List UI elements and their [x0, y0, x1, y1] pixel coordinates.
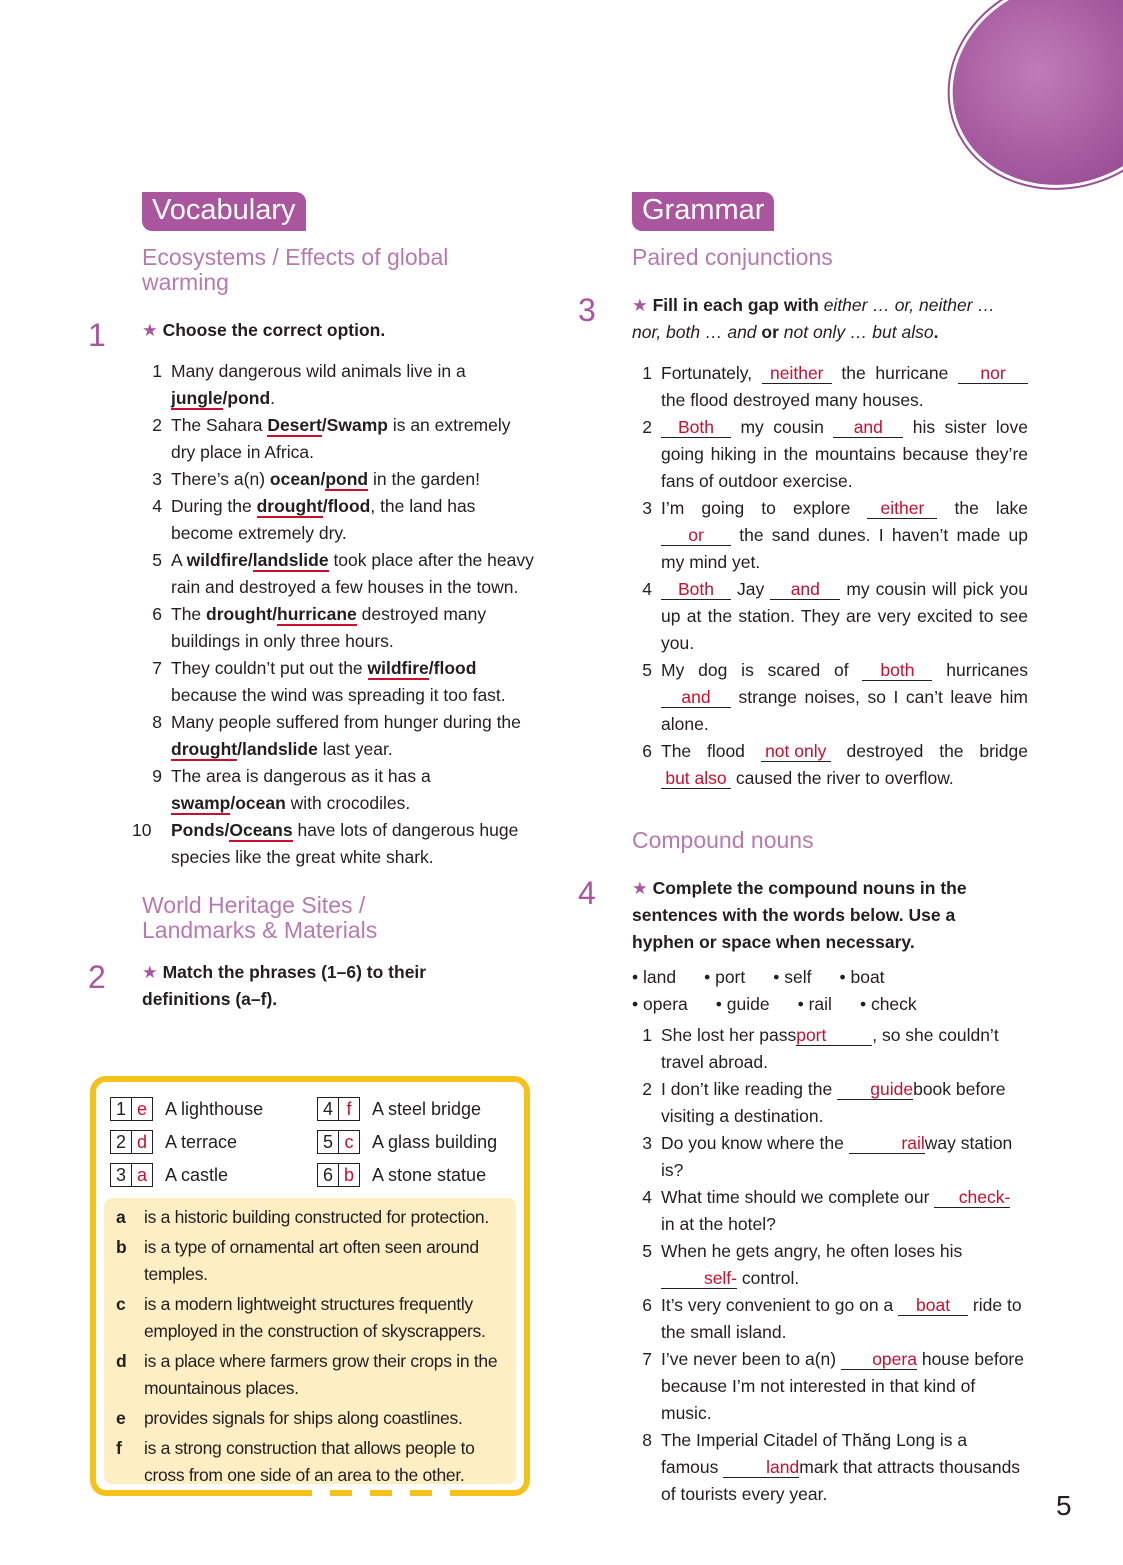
- item-text: ride to the small island.: [661, 1295, 1022, 1342]
- item-number: 5: [642, 1241, 652, 1261]
- item-text: , the land has become extremely dry.: [171, 496, 476, 543]
- list-item: [132, 817, 538, 871]
- pair-number: 5: [317, 1130, 339, 1154]
- word: boat: [850, 967, 885, 987]
- option-separator: /: [224, 820, 230, 840]
- pair-number: 1: [110, 1097, 132, 1121]
- item-text: The flood: [661, 741, 761, 761]
- list-item: [142, 547, 538, 601]
- pair-answer-box[interactable]: c: [338, 1130, 360, 1154]
- heritage-heading: World Heritage Sites / Landmarks & Materials: [142, 892, 378, 943]
- definition-item: [112, 1291, 508, 1345]
- item-text: the lake: [937, 498, 1028, 518]
- item-text: What time should we complete our: [661, 1187, 935, 1207]
- word: self: [784, 967, 812, 987]
- exercise-instruction: ★ Complete the compound nouns in the sentences with the words below. Use a hyphen or space when necessary.: [632, 878, 967, 952]
- item-number: 10: [132, 820, 152, 840]
- pair-answer-box[interactable]: f: [338, 1097, 360, 1121]
- exercise-1: [88, 317, 538, 871]
- item-text: hurricanes: [932, 660, 1028, 680]
- list-item: [142, 412, 538, 466]
- definition-letter: e: [116, 1408, 126, 1428]
- list-item: [632, 576, 1028, 657]
- list-item: [142, 358, 538, 412]
- compound-nouns-heading: Compound nouns: [632, 827, 814, 853]
- item-text: with crocodiles.: [285, 793, 411, 813]
- word-bank-item: • opera: [632, 994, 688, 1014]
- exercise-4-items: [632, 1022, 1028, 1508]
- exercise-instruction: ★ Choose the correct option.: [142, 320, 386, 340]
- item-text: Do you know where the: [661, 1133, 849, 1153]
- list-item: [632, 1346, 1028, 1427]
- definitions-panel: [104, 1198, 516, 1484]
- exercise-number: 2: [88, 959, 106, 995]
- definition-letter: b: [116, 1237, 127, 1257]
- pair-answer-box[interactable]: d: [131, 1130, 153, 1154]
- option-1[interactable]: drought: [171, 739, 238, 759]
- answer-gap[interactable]: rail: [849, 1133, 925, 1154]
- list-item: [142, 709, 538, 763]
- list-item: [632, 1076, 1028, 1130]
- list-item: [632, 414, 1028, 495]
- ecosystems-heading: Ecosystems / Effects of global warming: [142, 244, 449, 295]
- item-number: 2: [152, 415, 162, 435]
- item-number: 1: [152, 361, 162, 381]
- corner-decoration: [920, 0, 1123, 220]
- pair-number: 2: [110, 1130, 132, 1154]
- item-text: I’ve never been to a(n): [661, 1349, 841, 1369]
- item-text: way station is?: [661, 1133, 1013, 1180]
- item-text: is an extremely dry place in Africa.: [171, 415, 511, 462]
- item-text: strange noises, so I can’t leave him alone.: [661, 687, 1028, 734]
- item-number: 4: [642, 1187, 652, 1207]
- match-pair: [317, 1162, 486, 1188]
- item-number: 8: [152, 712, 162, 732]
- word: land: [643, 967, 677, 987]
- answer-gap[interactable]: and: [833, 417, 903, 438]
- item-number: 8: [642, 1430, 652, 1450]
- item-number: 9: [152, 766, 162, 786]
- word: guide: [726, 994, 770, 1014]
- item-text: my cousin: [731, 417, 834, 437]
- exercise-number: 4: [578, 875, 596, 911]
- pair-phrase: A castle: [165, 1164, 229, 1185]
- item-number: 7: [642, 1349, 652, 1369]
- option-separator: /: [320, 469, 326, 489]
- match-pair: [110, 1162, 228, 1188]
- match-pair: [317, 1096, 481, 1122]
- item-text: the hurricane: [831, 363, 959, 383]
- item-text: destroyed the bridge: [830, 741, 1028, 761]
- answer-gap[interactable]: Both: [661, 579, 731, 600]
- option-2[interactable]: Oceans: [229, 820, 293, 840]
- item-text: I don’t like reading the: [661, 1079, 838, 1099]
- definition-letter: a: [116, 1207, 126, 1227]
- star-icon: ★: [142, 962, 163, 982]
- item-number: 1: [642, 1025, 652, 1045]
- item-text: my cousin will pick you up at the station. They are very excited to see you.: [661, 579, 1028, 653]
- list-item: [632, 1184, 1028, 1238]
- definition-letter: d: [116, 1351, 127, 1371]
- definition-text: is a place where farmers grow their crops in the mountainous places.: [144, 1351, 498, 1398]
- item-text: destroyed many buildings in only three hours.: [171, 604, 487, 651]
- option-1[interactable]: jungle: [171, 388, 223, 408]
- item-text: It’s very convenient to go on a: [661, 1295, 899, 1315]
- item-number: 6: [152, 604, 162, 624]
- option-separator: /: [321, 415, 327, 435]
- grammar-column: [578, 192, 1028, 1508]
- option-separator: /: [272, 604, 277, 624]
- option-separator: /: [428, 658, 434, 678]
- answer-gap[interactable]: but also: [661, 768, 731, 789]
- item-text: She lost her pass: [661, 1025, 797, 1045]
- option-1[interactable]: drought: [256, 496, 323, 516]
- answer-gap[interactable]: nor: [958, 363, 1028, 384]
- definition-letter: f: [116, 1438, 122, 1458]
- option-2[interactable]: flood: [327, 496, 371, 516]
- pair-phrase: A stone statue: [372, 1164, 487, 1185]
- item-text: During the: [171, 496, 257, 516]
- exercise-number: 1: [88, 317, 106, 353]
- item-text: because the wind was spreading it too fast.: [171, 685, 506, 705]
- option-2[interactable]: landslide: [252, 550, 329, 570]
- list-item: [632, 657, 1028, 738]
- item-number: 6: [642, 741, 652, 761]
- option-2[interactable]: flood: [433, 658, 477, 678]
- item-text: Many dangerous wild animals live in a: [171, 361, 466, 381]
- word-bank-item: • check: [859, 994, 917, 1014]
- word-bank-item: • land: [632, 967, 677, 987]
- list-item: [632, 495, 1028, 576]
- option-2[interactable]: landslide: [241, 739, 318, 759]
- item-text: book before visiting a destination.: [661, 1079, 1006, 1126]
- option-1[interactable]: wildfire: [367, 658, 429, 678]
- word-bank-item: • rail: [797, 994, 832, 1014]
- pair-answer-box[interactable]: a: [131, 1163, 153, 1187]
- item-number: 7: [152, 658, 162, 678]
- list-item: [142, 493, 538, 547]
- matching-box: [90, 1076, 530, 1496]
- word-bank-item: • boat: [839, 967, 885, 987]
- item-text: The area is dangerous as it has a: [171, 766, 431, 786]
- item-text: , so she couldn’t travel abroad.: [661, 1025, 999, 1072]
- answer-gap[interactable]: neither: [762, 363, 832, 384]
- option-separator: /: [247, 550, 253, 570]
- match-pair: [317, 1129, 497, 1155]
- item-number: 1: [642, 363, 652, 383]
- exercise-3: [578, 292, 1028, 792]
- star-icon: ★: [142, 320, 163, 340]
- answer-gap[interactable]: both: [862, 660, 932, 681]
- word: opera: [643, 994, 688, 1014]
- option-separator: /: [237, 739, 242, 759]
- item-text: Many people suffered from hunger during the: [171, 712, 521, 732]
- definition-item: [112, 1204, 508, 1231]
- match-pair: [110, 1096, 263, 1122]
- list-item: [142, 763, 538, 817]
- answer-gap[interactable]: self-: [661, 1268, 737, 1289]
- item-text: took place after the heavy rain and destroyed a few houses in the town.: [171, 550, 534, 597]
- option-separator: /: [230, 793, 236, 813]
- definition-text: provides signals for ships along coastlines.: [144, 1408, 463, 1428]
- item-text: They couldn’t put out the: [171, 658, 368, 678]
- item-text: .: [270, 388, 276, 408]
- pair-answer-box[interactable]: b: [338, 1163, 360, 1187]
- option-1[interactable]: ocean: [269, 469, 321, 489]
- list-item: [632, 738, 1028, 792]
- answer-gap[interactable]: guide: [837, 1079, 913, 1100]
- answer-gap[interactable]: not only: [761, 741, 831, 762]
- exercise-instruction: ★ Match the phrases (1–6) to their definitions (a–f).: [142, 962, 427, 1009]
- definition-item: [112, 1405, 508, 1432]
- star-icon: ★: [632, 878, 653, 898]
- exercise-number: 3: [578, 292, 596, 328]
- pair-number: 4: [317, 1097, 339, 1121]
- item-text: Fortunately,: [661, 363, 762, 383]
- item-number: 3: [642, 498, 652, 518]
- list-item: [632, 360, 1028, 414]
- item-text: There’s a(n): [171, 469, 270, 489]
- item-number: 3: [642, 1133, 652, 1153]
- pair-phrase: A steel bridge: [372, 1098, 482, 1119]
- option-1[interactable]: wildfire: [186, 550, 248, 570]
- paired-conjunctions-heading: Paired conjunctions: [632, 244, 833, 270]
- pair-phrase: A terrace: [165, 1131, 238, 1152]
- list-item: [142, 466, 538, 493]
- item-text: mark that attracts thousands of tourists every year.: [661, 1457, 1021, 1504]
- definition-text: is a historic building constructed for protection.: [144, 1207, 489, 1227]
- border-gap: [392, 1490, 410, 1496]
- star-icon: ★: [632, 295, 653, 315]
- item-text: A: [171, 550, 187, 570]
- list-item: [632, 1427, 1028, 1508]
- pair-phrase: A glass building: [372, 1131, 498, 1152]
- word-bank-item: • guide: [715, 994, 770, 1014]
- pair-number: 6: [317, 1163, 339, 1187]
- item-text: his sister love going hiking in the mountains because they’re fans of outdoor exercise.: [661, 417, 1028, 491]
- item-number: 4: [642, 579, 652, 599]
- pair-answer-box[interactable]: e: [131, 1097, 153, 1121]
- option-2[interactable]: pond: [227, 388, 271, 408]
- item-text: I’m going to explore: [661, 498, 868, 518]
- answer-gap[interactable]: land: [723, 1457, 799, 1478]
- list-item: [142, 655, 538, 709]
- page-number: 5: [1056, 1490, 1072, 1521]
- answer-gap[interactable]: boat: [898, 1295, 968, 1316]
- option-1[interactable]: Desert: [267, 415, 322, 435]
- definition-text: is a type of ornamental art often seen around temples.: [144, 1237, 479, 1284]
- option-2[interactable]: hurricane: [277, 604, 357, 624]
- answer-gap[interactable]: or: [661, 525, 731, 546]
- definition-text: is a modern lightweight structures frequently employed in the construction of skyscrappers.: [144, 1294, 486, 1341]
- list-item: [632, 1130, 1028, 1184]
- item-number: 3: [152, 469, 162, 489]
- list-item: [632, 1238, 1028, 1292]
- border-gap: [312, 1490, 330, 1496]
- item-text: house before because I’m not interested in that kind of music.: [661, 1349, 1024, 1423]
- answer-gap[interactable]: Both: [661, 417, 731, 438]
- exercise-3-items: [632, 360, 1028, 792]
- option-1[interactable]: drought: [206, 604, 273, 624]
- item-text: My dog is scared of: [661, 660, 863, 680]
- option-separator: /: [322, 496, 328, 516]
- answer-gap[interactable]: opera: [841, 1349, 917, 1370]
- item-number: 4: [152, 496, 162, 516]
- option-separator: /: [222, 388, 228, 408]
- option-2[interactable]: pond: [325, 469, 369, 489]
- answer-gap[interactable]: port: [796, 1025, 872, 1046]
- match-pair: [110, 1129, 237, 1155]
- item-text: Jay: [731, 579, 771, 599]
- word: check: [870, 994, 917, 1014]
- definition-text: is a strong construction that allows people to cross from one side of an area to the other.: [144, 1438, 475, 1485]
- border-gap: [352, 1490, 370, 1496]
- option-1[interactable]: Ponds: [171, 820, 225, 840]
- answer-gap[interactable]: and: [661, 687, 731, 708]
- item-number: 2: [642, 1079, 652, 1099]
- word-bank-item: • self: [773, 967, 812, 987]
- answer-gap[interactable]: check-: [934, 1187, 1010, 1208]
- item-number: 5: [152, 550, 162, 570]
- definition-item: [112, 1234, 508, 1288]
- word-bank: [632, 964, 1028, 1018]
- definition-item: [112, 1435, 508, 1489]
- exercise-instruction: ★ Fill in each gap with either … or, neither … nor, both … and or not only … but also.: [632, 295, 995, 342]
- vocabulary-column: [88, 192, 538, 1013]
- item-text: The Sahara: [171, 415, 268, 435]
- border-gap: [432, 1490, 450, 1496]
- item-number: 5: [642, 660, 652, 680]
- definition-item: [112, 1348, 508, 1402]
- item-text: control.: [737, 1268, 800, 1288]
- item-number: 2: [642, 417, 652, 437]
- pair-phrase: A lighthouse: [165, 1098, 264, 1119]
- item-number: 6: [642, 1295, 652, 1315]
- answer-gap[interactable]: and: [770, 579, 840, 600]
- item-text: the sand dunes. I haven’t made up my mind yet.: [661, 525, 1028, 572]
- pair-number: 3: [110, 1163, 132, 1187]
- item-text: in at the hotel?: [661, 1214, 776, 1234]
- item-text: The: [171, 604, 207, 624]
- option-1[interactable]: swamp: [171, 793, 231, 813]
- answer-gap[interactable]: either: [867, 498, 937, 519]
- item-text: last year.: [317, 739, 393, 759]
- option-2[interactable]: Swamp: [326, 415, 388, 435]
- item-text: When he gets angry, he often loses his: [661, 1241, 963, 1261]
- item-text: The Imperial Citadel of Thăng Long is a famous: [661, 1430, 968, 1477]
- exercise-1-items: [132, 358, 538, 871]
- list-item: [632, 1022, 1028, 1076]
- list-item: [142, 601, 538, 655]
- word: rail: [808, 994, 832, 1014]
- item-text: have lots of dangerous huge species like the great white shark.: [171, 820, 519, 867]
- option-2[interactable]: ocean: [235, 793, 286, 813]
- item-text: the flood destroyed many houses.: [661, 390, 924, 410]
- exercise-4: [578, 875, 1028, 1508]
- definition-letter: c: [116, 1294, 126, 1314]
- item-text: caused the river to overflow.: [731, 768, 954, 788]
- vocabulary-tag: Vocabulary: [142, 192, 306, 231]
- exercise-2: [88, 959, 538, 1013]
- item-text: in the garden!: [368, 469, 480, 489]
- word: port: [715, 967, 746, 987]
- word-bank-item: • port: [704, 967, 746, 987]
- list-item: [632, 1292, 1028, 1346]
- grammar-tag: Grammar: [632, 192, 774, 231]
